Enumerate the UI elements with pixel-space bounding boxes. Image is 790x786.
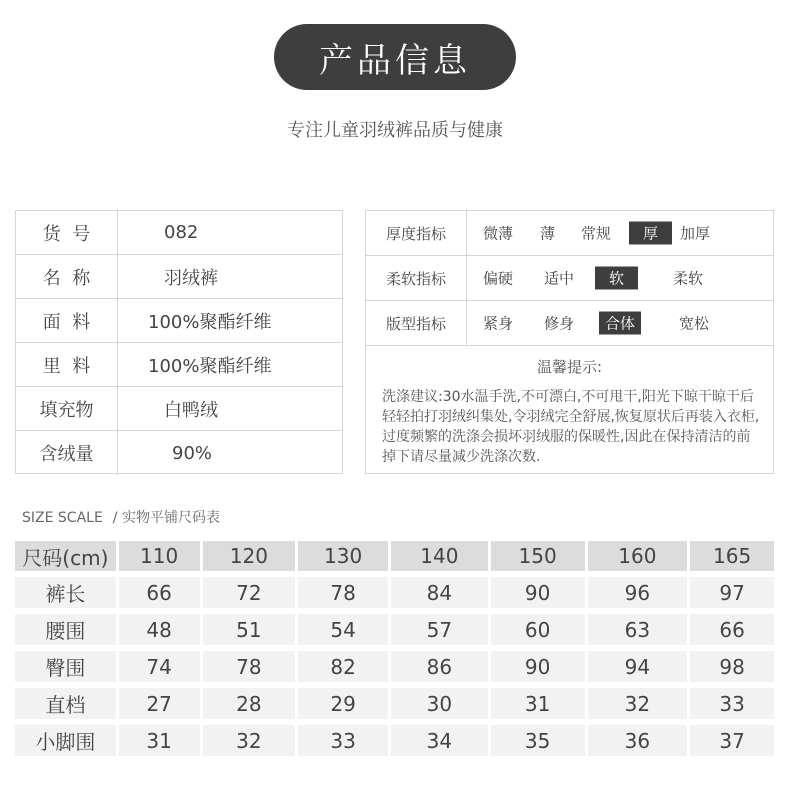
size-cell: 29 — [298, 688, 388, 719]
size-header-cell: 140 — [391, 541, 488, 571]
index-option: 适中 — [544, 269, 575, 288]
index-option: 紧身 — [483, 314, 514, 333]
size-header-cell: 150 — [491, 541, 585, 571]
size-cell: 31 — [491, 688, 585, 719]
size-cell: 31 — [119, 725, 200, 756]
tips-title: 温馨提示: — [536, 358, 603, 376]
size-scale-cn: / 实物平铺尺码表 — [112, 510, 220, 526]
index-option-selected: 软 — [595, 267, 638, 290]
index-option: 偏硬 — [483, 269, 514, 288]
size-scale-caption — [22, 507, 220, 527]
index-option: 柔软 — [673, 269, 704, 288]
page-title: 产品信息 — [274, 24, 516, 90]
size-cell: 86 — [391, 651, 488, 682]
size-cell: 37 — [690, 725, 774, 756]
info-label: 里 料 — [16, 343, 118, 386]
size-header-cell: 160 — [588, 541, 688, 571]
info-row-filling — [16, 387, 342, 431]
size-cell: 66 — [690, 614, 774, 645]
size-row-waist — [15, 614, 774, 645]
index-option: 加厚 — [680, 224, 711, 243]
info-value: 082 — [164, 222, 199, 243]
size-table-header — [15, 541, 774, 571]
size-cell: 48 — [119, 614, 200, 645]
size-header-cell: 165 — [690, 541, 774, 571]
info-row-name — [16, 255, 342, 299]
size-header-cell: 尺码(cm) — [15, 541, 116, 571]
size-cell: 96 — [588, 577, 688, 608]
size-row-length — [15, 577, 774, 608]
index-options — [467, 211, 773, 255]
size-cell: 27 — [119, 688, 200, 719]
size-cell: 60 — [491, 614, 585, 645]
index-option: 微薄 — [483, 224, 514, 243]
index-options — [467, 256, 773, 300]
size-cell: 28 — [203, 688, 296, 719]
index-option-selected: 合体 — [599, 312, 641, 335]
size-cell: 90 — [491, 651, 585, 682]
size-cell: 84 — [391, 577, 488, 608]
info-label: 面 料 — [16, 299, 118, 342]
index-row-thickness — [366, 211, 773, 256]
size-cell: 78 — [298, 577, 388, 608]
size-cell: 51 — [203, 614, 296, 645]
size-cell: 63 — [588, 614, 688, 645]
size-cell: 33 — [690, 688, 774, 719]
info-label: 货 号 — [16, 211, 118, 254]
size-cell: 30 — [391, 688, 488, 719]
info-row-item-no — [16, 211, 342, 255]
index-label: 厚度指标 — [366, 211, 467, 255]
size-cell: 74 — [119, 651, 200, 682]
size-cell: 36 — [588, 725, 688, 756]
size-cell: 32 — [588, 688, 688, 719]
size-cell: 54 — [298, 614, 388, 645]
info-row-down-content — [16, 431, 342, 475]
size-cell: 35 — [491, 725, 585, 756]
index-option: 薄 — [540, 224, 556, 243]
size-cell: 94 — [588, 651, 688, 682]
index-option: 常规 — [581, 224, 612, 243]
size-cell: 97 — [690, 577, 774, 608]
size-scale-en: SIZE SCALE — [22, 510, 103, 526]
size-cell: 32 — [203, 725, 296, 756]
info-value: 90% — [172, 442, 213, 464]
tips-body: 洗涤建议:30水温手洗,不可漂白,不可甩干,阳光下晾干晾干后轻轻拍打羽绒纠集处,令羽绒完全舒展,恢复原状后再装入衣柜,过度频繁的洗涤会损坏羽绒服的保暖性,因此在保持清洁的前掉下请尽量减少洗涤次数. — [382, 389, 760, 465]
size-cell: 臀围 — [15, 651, 116, 682]
size-cell: 裤长 — [15, 577, 116, 608]
size-cell: 57 — [391, 614, 488, 645]
size-row-hip — [15, 651, 774, 682]
size-cell: 98 — [690, 651, 774, 682]
index-label: 版型指标 — [366, 301, 467, 345]
size-cell: 腰围 — [15, 614, 116, 645]
info-value: 羽绒裤 — [164, 267, 218, 289]
index-option: 修身 — [544, 314, 575, 333]
info-row-lining — [16, 343, 342, 387]
size-header-cell: 120 — [203, 541, 296, 571]
page-subtitle: 专注儿童羽绒裤品质与健康 — [287, 120, 503, 141]
info-value: 白鸭绒 — [164, 399, 218, 421]
size-cell: 72 — [203, 577, 296, 608]
info-value: 100%聚酯纤维 — [148, 355, 272, 377]
index-option-selected: 厚 — [629, 222, 672, 245]
size-cell: 直档 — [15, 688, 116, 719]
size-cell: 34 — [391, 725, 488, 756]
size-table — [15, 541, 774, 762]
size-row-rise — [15, 688, 774, 719]
product-index-table — [365, 210, 774, 474]
size-row-leg-opening — [15, 725, 774, 756]
info-label: 含绒量 — [16, 431, 118, 475]
info-label: 名 称 — [16, 255, 118, 298]
index-option: 宽松 — [679, 314, 710, 333]
index-row-fit — [366, 301, 773, 346]
size-cell: 66 — [119, 577, 200, 608]
index-row-softness — [366, 256, 773, 301]
size-cell: 小脚围 — [15, 725, 116, 756]
info-row-fabric — [16, 299, 342, 343]
index-options — [467, 301, 773, 345]
size-header-cell: 110 — [119, 541, 200, 571]
size-cell: 82 — [298, 651, 388, 682]
info-label: 填充物 — [16, 387, 118, 430]
size-cell: 78 — [203, 651, 296, 682]
size-cell: 90 — [491, 577, 585, 608]
product-info-table — [15, 210, 343, 474]
size-cell: 33 — [298, 725, 388, 756]
info-value: 100%聚酯纤维 — [148, 311, 272, 333]
size-header-cell: 130 — [298, 541, 388, 571]
index-label: 柔软指标 — [366, 256, 467, 300]
